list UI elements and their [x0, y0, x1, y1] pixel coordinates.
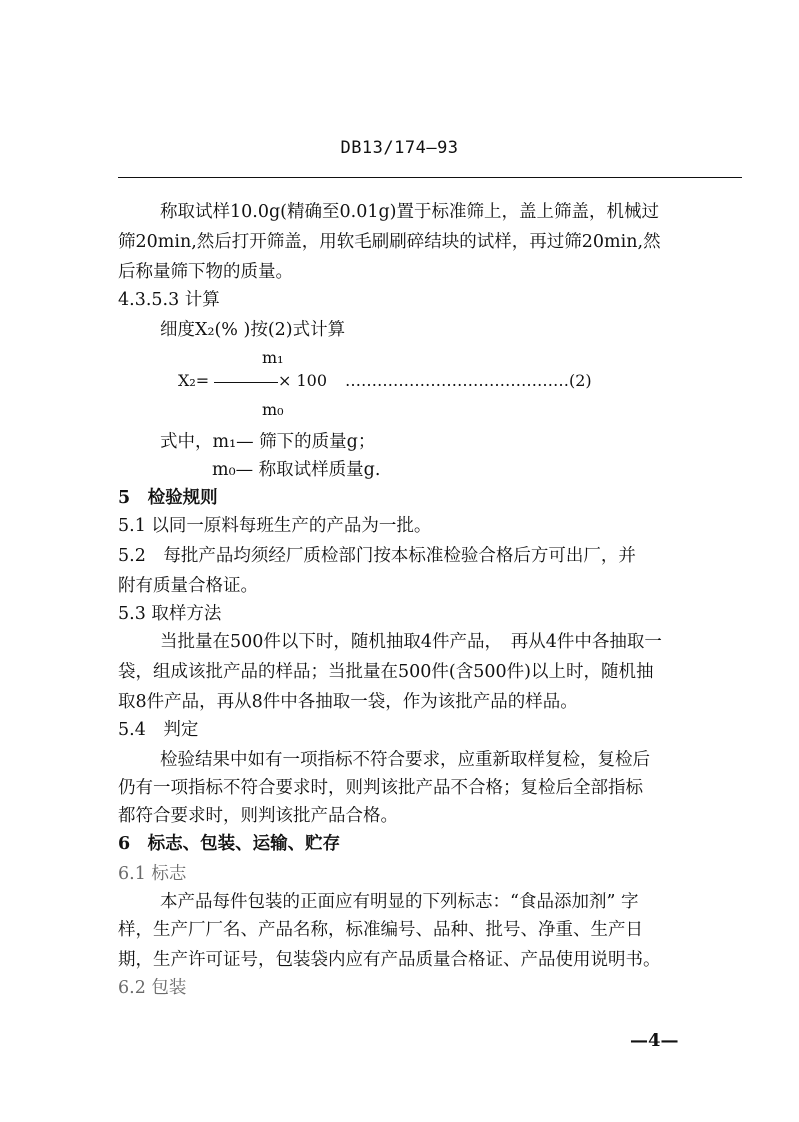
document-code: DB13/174—93: [340, 138, 459, 158]
paragraph-line: 期，生产许可证号，包装袋内应有产品质量合格证、产品使用说明书。: [118, 950, 661, 970]
header-rule: [118, 177, 742, 178]
section-5-1: 5.1 以同一原料每班生产的产品为一批。: [118, 516, 432, 536]
section-heading-5: 5 检验规则: [118, 488, 218, 508]
formula-intro: 细度X₂(% )按(2)式计算: [160, 320, 346, 340]
formula-equation-number: ……………………………………(2): [345, 371, 592, 390]
paragraph-line: 当批量在500件以下时，随机抽取4件产品， 再从4件中各抽取一: [160, 632, 662, 652]
section-heading-4-3-5-3: 4.3.5.3 计算: [118, 290, 220, 310]
page-number: —4—: [630, 1030, 679, 1051]
formula-denominator: m₀: [262, 400, 284, 419]
section-heading-6-1: 6.1 标志: [118, 864, 187, 884]
paragraph-line: 筛20min,然后打开筛盖，用软毛刷刷碎结块的试样，再过筛20min,然: [118, 232, 661, 252]
paragraph-line: 仍有一项指标不符合要求时，则判该批产品不合格；复检后全部指标: [118, 778, 643, 798]
paragraph-line: 后称量筛下物的质量。: [118, 262, 293, 282]
formula-numerator: m₁: [262, 348, 284, 367]
formula-lhs: X₂=: [178, 371, 210, 390]
section-heading-6-2: 6.2 包装: [118, 978, 187, 998]
variable-definition: 式中，m₁— 筛下的质量g；: [160, 432, 376, 452]
paragraph-line: 本产品每件包装的正面应有明显的下列标志：“食品添加剂” 字: [160, 892, 639, 912]
section-heading-5-3: 5.3 取样方法: [118, 604, 222, 624]
formula-multiplier: × 100: [278, 371, 328, 390]
paragraph-line: 称取试样10.0g(精确至0.01g)置于标准筛上，盖上筛盖，机械过: [160, 202, 659, 222]
section-heading-6: 6 标志、包装、运输、贮存: [118, 834, 341, 854]
section-heading-5-4: 5.4 判定: [118, 720, 199, 740]
paragraph-line: 袋，组成该批产品的样品；当批量在500件(含500件)以上时，随机抽: [118, 662, 654, 682]
paragraph-line: 取8件产品，再从8件中各抽取一袋，作为该批产品的样品。: [118, 692, 578, 712]
paragraph-line: 检验结果中如有一项指标不符合要求，应重新取样复检，复检后: [160, 750, 650, 770]
section-5-2-line: 附有质量合格证。: [118, 576, 258, 596]
fraction-bar: [214, 382, 278, 383]
section-5-2-line: 5.2 每批产品均须经厂质检部门按本标准检验合格后方可出厂，并: [118, 546, 636, 566]
paragraph-line: 都符合要求时，则判该批产品合格。: [118, 806, 398, 826]
paragraph-line: 样，生产厂厂名、产品名称，标准编号、品种、批号、净重、生产日: [118, 920, 643, 940]
variable-definition: m₀— 称取试样质量g.: [212, 460, 381, 480]
